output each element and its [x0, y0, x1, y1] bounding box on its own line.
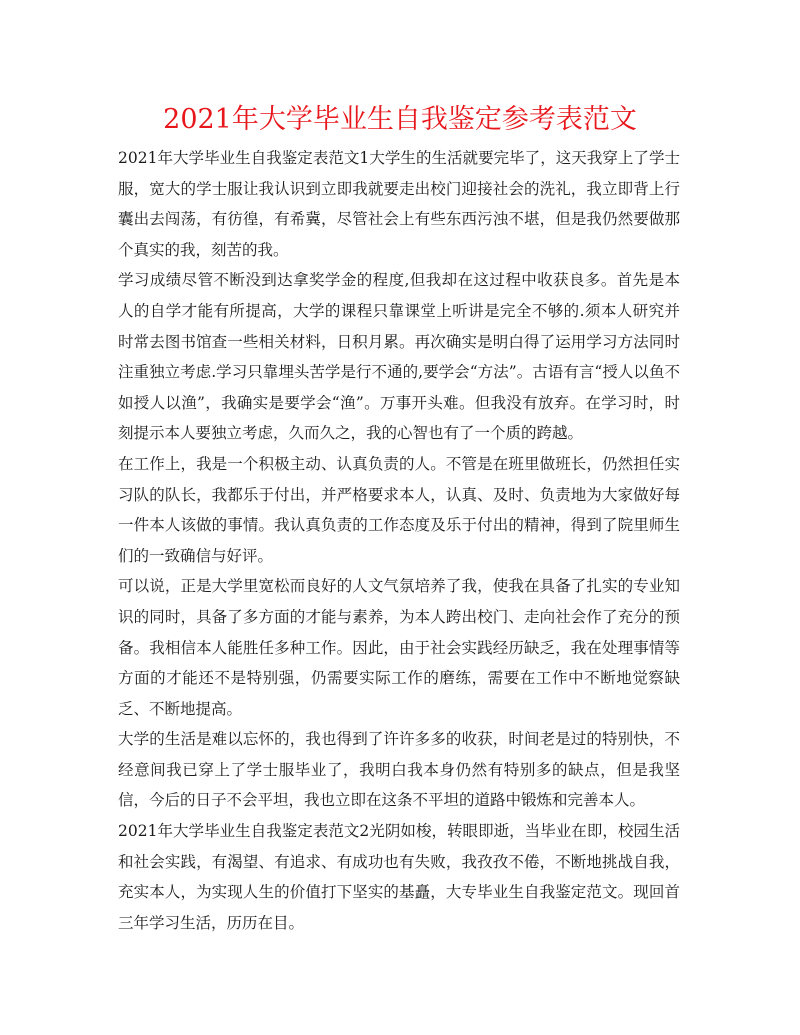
paragraph-4: 可以说，正是大学里宽松而良好的人文气氛培养了我，使我在具备了扎实的专业知识的同时，具备了多方面的才能与素养，为本人跨出校门、走向社会作了充分的预备。我相信本人能胜任多种工作。因此，由于社会实践经历缺乏，我在处理事情等方面的才能还不是特别强，仍需要实际工作的磨练，需要在工作中不断地觉察缺乏、不断地提高。 — [118, 577, 680, 718]
document-body — [118, 143, 680, 938]
paragraph-5: 大学的生活是难以忘怀的，我也得到了许许多多的收获，时间老是过的特别快，不经意间我已穿上了学士服毕业了，我明白我本身仍然有特别多的缺点，但是我坚信，今后的日子不会平坦，我也立即在这条不平坦的道路中锻炼和完善本人。 — [118, 730, 680, 810]
paragraph-1: 2021年大学毕业生自我鉴定表范文1大学生的生活就要完毕了，这天我穿上了学士服，宽大的学士服让我认识到立即我就要走出校门迎接社会的洗礼，我立即背上行囊出去闯荡，有彷徨，有希冀，尽管社会上有些东西污浊不堪，但是我仍然要做那个真实的我，刻苦的我。 — [118, 149, 680, 259]
document-title: 2021年大学毕业生自我鉴定参考表范文 — [163, 104, 637, 135]
paragraph-2: 学习成绩尽管不断没到达拿奖学金的程度,但我却在这过程中收获良多。首先是本人的自学才能有所提高，大学的课程只靠课堂上听讲是完全不够的.须本人研究并时常去图书馆查一些相关材料，日积月累。再次确实是明白得了运用学习方法同时注重独立考虑.学习只靠埋头苦学是行不通的,要学会“方法”。古语有言“授人以鱼不如授人以渔”，我确实是要学会“渔”。万事开头难。但我没有放弃。在学习时，时刻提示本人要独立考虑，久而久之，我的心智也有了一个质的跨越。 — [118, 271, 680, 443]
paragraph-3: 在工作上，我是一个积极主动、认真负责的人。不管是在班里做班长，仍然担任实习队的队长，我都乐于付出，并严格要求本人，认真、及时、负责地为大家做好每一件本人该做的事情。我认真负责的工作态度及乐于付出的精神，得到了院里师生们的一致确信与好评。 — [118, 454, 680, 565]
paragraph-6: 2021年大学毕业生自我鉴定表范文2光阴如梭，转眼即逝，当毕业在即，校园生活和社会实践，有渴望、有追求、有成功也有失败，我孜孜不倦，不断地挑战自我，充实本人，为实现人生的价值打下坚实的基矗，大专毕业生自我鉴定范文。现回首三年学习生活，历历在目。 — [118, 822, 680, 932]
